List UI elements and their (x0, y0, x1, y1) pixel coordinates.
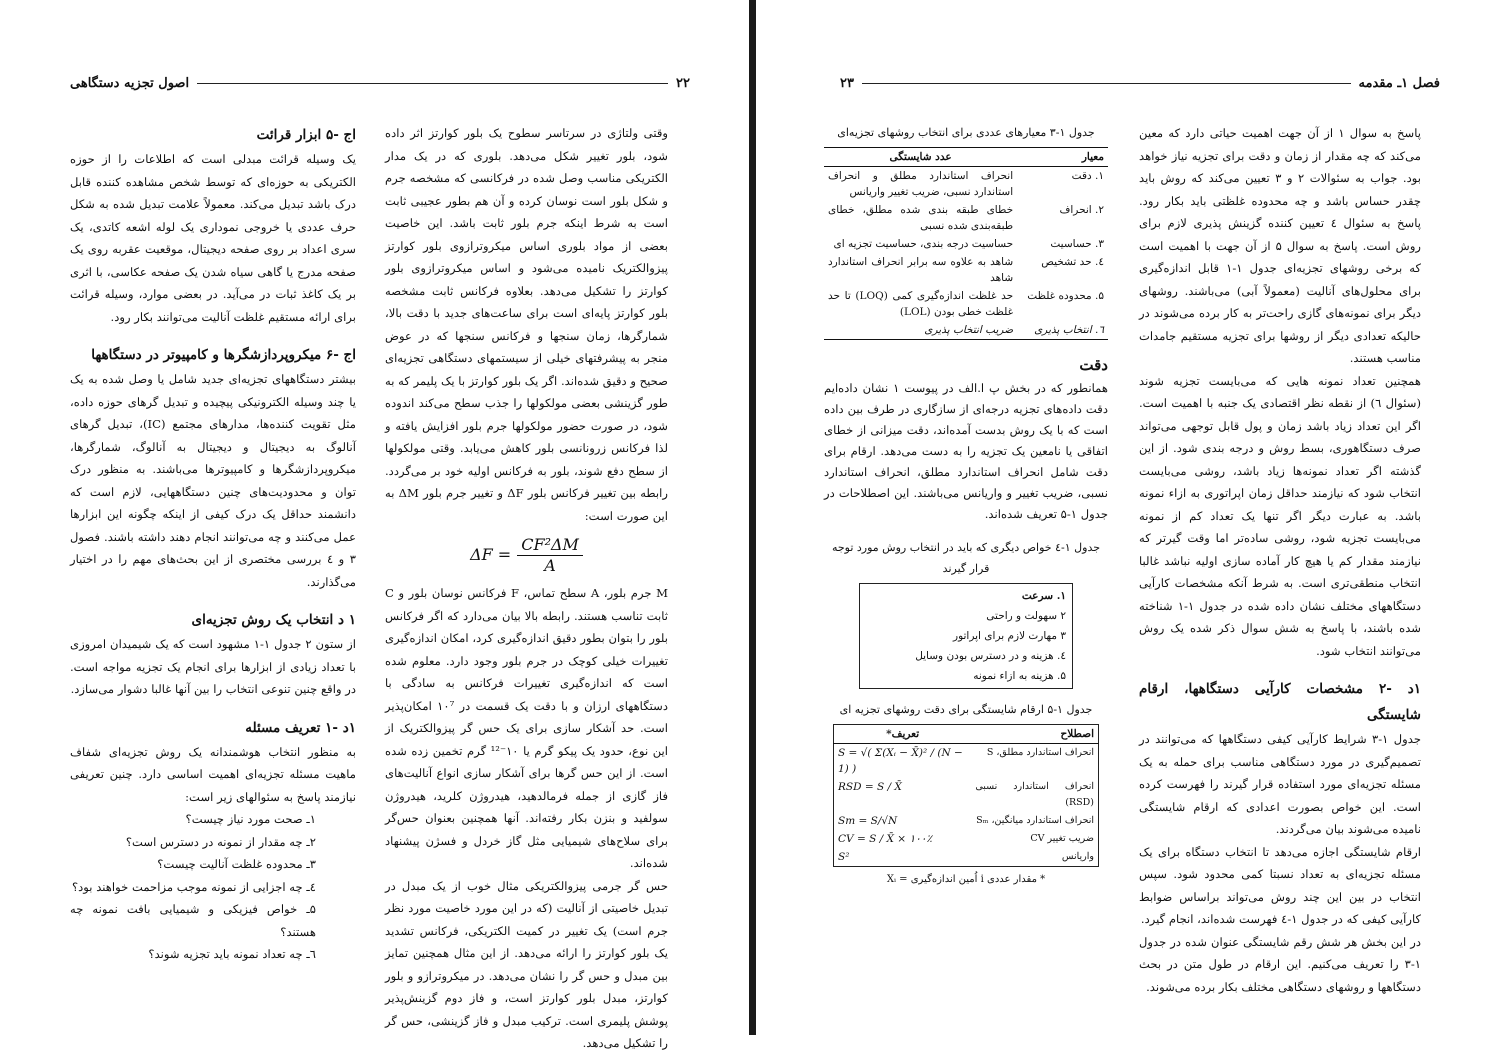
formula-cell: CV = S / X̄ × ۱۰۰٪ (838, 833, 933, 845)
paragraph: پاسخ به سوال ۱ از آن جهت اهمیت حیاتی دارد که معین می‌کند که چه مقدار از زمان و دقت برای تجزیه نیاز خواهد بود. جواب به سئوالات ۲ و ۳ تعیین می‌کند که روش باید چقدر حساس باشد و چه محدوده غلظتی باید بکار رود. پاسخ به سئوال ٤ تعیین کننده گزینش پذیری لازم برای روش است. پاسخ به سوال ۵ از آن جهت با اهمیت است که برخی روشهای تجزیه‌ای جدول ۱-۱ قابل اندازه‌گیری برای محلول‌های آنالیت (معمولاً آبی) می‌باشند. روشهای دیگر برای نمونه‌های گازی راحت‌تر به کار برده می‌شوند در حالیکه تعدادی دیگر از روشها برای تجزیه مستقیم جامدات مناسب هستند. (1139, 126, 1422, 365)
equation-denominator: A (544, 556, 556, 575)
running-title: اصول تجزیه دستگاهی (70, 75, 190, 91)
formula-cell: S² (838, 851, 850, 863)
section-heading: ۱ د انتخاب یک روش تجزیه‌ای (191, 612, 356, 628)
paragraph: به منظور انتخاب هوشمندانه یک روش تجزیه‌ای شفاف ماهیت مسئله تجزیه‌ای اهمیت اساسی دارد. چنین تعریفی نیازمند پاسخ به سئوالهای زیر است: (70, 744, 356, 804)
table-cell: ٦. انتخاب پذیری (1034, 324, 1104, 336)
list-item: ۱. سرعت (1021, 590, 1066, 602)
section-heading: دقت (1079, 356, 1108, 374)
formula-cell: Sm = S/√N (838, 815, 898, 827)
right-page (756, 0, 1502, 1035)
section-heading: ۱د -۱ تعریف مسئله (245, 719, 356, 736)
paragraph: بیشتر دستگاههای تجزیه‌ای جدید شامل یا وصل شده به یک یا چند وسیله الکترونیکی پیچیده و تبدیل گرهای حوزه داده، مثل تقویت کننده‌ها، مدارهای مجتمع (IC)، تبدیل گرهای آنالوگ به دیجیتال و دیجیتال به آنالوگ، شمارگرها، میکروپردازشگرها و کامپیوترها می‌باشند. به منظور درک توان و محدودیت‌های چنین دستگاههایی، لازم است که دانشمند حداقل یک درک کیفی از اینکه چگونه این ابزارها عمل می‌کنند و چه می‌توانند انجام دهند داشته باشند. فصول ۳ و ٤ بررسی مختصری از این بحث‌های مهم را در اختیار می‌گذارند. (70, 372, 356, 589)
right-page-right-column (1139, 122, 1421, 998)
frequency-mass-equation (385, 535, 668, 576)
paragraph: از ستون ۲ جدول ۱-۱ مشهود است که یک شیمیدان امروزی با تعداد زیادی از ابزارها برای انجام یک تجزیه مواجه است. در واقع چنین تنوعی انتخاب را بین آنها غالبا دشوار می‌سازد. (70, 637, 356, 696)
left-page-right-column (70, 122, 356, 966)
table-row (834, 848, 1099, 867)
right-page-header (840, 72, 1440, 94)
list-item: ٤. هزینه و در دسترس بودن وسایل (915, 650, 1066, 662)
list-item: ۵. هزینه به ازاء نمونه (973, 670, 1066, 682)
paragraph: وقتی ولتاژی در سرتاسر سطوح یک بلور کوارتز اثر داده شود، بلور تغییر شکل می‌دهد. بلوری که در یک مدار الکتریکی مناسب وصل شده در فرکانسی که مشخصه جرم و شکل بلور است نوسان کرده و آن هم بطور عجیبی ثابت است به شرط اینکه جرم بلور ثابت باشد. این خاصیت بعضی از مواد بلوری اساس میکروترازوی بلور کوارتز پیزوالکتریک نامیده می‌شود و اساس میکروترازوی بلور کوارتز را تشکیل می‌دهد. بعلاوه فرکانس ثابت مشخصه بلور کوارتز پایه‌ای است برای ساعت‌های جدید با دقت بالا، شمارگرها، زمان سنجها و فرکانس سنجها که در عوض منجر به پیشرفتهای خیلی از سیستمهای دستگاهی تجزیه‌ای صحیح و دقیق شده‌اند. اگر یک بلور کوارتز با یک پلیمر که به طور گزینشی بعضی مولکولها را جذب سطح می‌کند اندوده شود، در صورت حضور مولکولها جرم بلور افزایش یافته و لذا فرکانس زرونانسی بلور کاهش می‌یابد. وقتی مولکولها از سطح دفع شوند، بلور به فرکانس اولیه خود بر می‌گردد. رابطه بین تغییر فرکانس بلور ΔF و تغییر جرم بلور ΔM به این صورت است: (385, 126, 668, 523)
list-item: ۲ سهولت و راحتی (986, 610, 1066, 622)
table-cell: شاهد به علاوه سه برابر انحراف استاندارد شاهد (828, 256, 1014, 284)
list-item: ۳ مهارت لازم برای اپراتور (953, 630, 1066, 642)
equation-numerator: CF²ΔM (517, 535, 583, 556)
paragraph: یک وسیله قرائت مبدلی است که اطلاعات را از حوزه الکتریکی به حوزه‌ای که توسط شخص مشاهده کننده قابل درک باشد تبدیل می‌کند. معمولاً علامت تبدیل شده به شکل حرف عددی یا خروجی نموداری یک لوله اشعه کاتدی، یک سری اعداد بر روی صفحه دیجیتال، موقعیت عقربه روی یک صفحه مدرج یا گاهی سیاه شدن یک صفحه عکاسی، با اثری بر یک کاغذ ثبات در می‌آید. در بعضی موارد، وسیله قرائت برای ارائه مستقیم غلظت آنالیت می‌توانند بکار رود. (70, 152, 356, 324)
table-cell: ضریب انتخاب پذیری (924, 324, 1014, 336)
paragraph: حس گر جرمی پیزوالکتریکی مثال خوب از یک مبدل در تبدیل خاصیتی از آنالیت (که در این مورد خاصیت مورد نظر جرم است) یک تغییر در کمیت الکتریکی، فرکانس تشدید یک بلور کوارتز را ارائه می‌دهد. از این مثال همچنین تمایز بین مبدل و حس گر را نشان می‌دهد. در میکروترازو و بلور کوارتز، مبدل بلور کوارتز است، و فاز دوم گزینش‌پذیر پوشش پلیمری است. ترکیب مبدل و فاز گزینشی، حس گر را تشکیل می‌دهد. (385, 878, 668, 1050)
list-item: ٦ـ چه تعداد نمونه باید تجزیه شوند؟ (148, 947, 316, 961)
table-cell: انحراف استاندارد مطلق، S (986, 747, 1094, 758)
paragraph: در این بخش هر شش رقم شایستگی عنوان شده در جدول ۱-۳ را تعریف می‌کنیم. این ارقام در طول متن در بحث دستگاهها و روشهای دستگاهی مختلف بکار برده می‌شوند. (1139, 934, 1421, 994)
page-number: ۲۳ (840, 75, 854, 91)
precision-figures-table (833, 724, 1099, 867)
table-row (834, 744, 1099, 779)
table-cell: انحراف استاندارد مطلق و انحراف استاندارد نسبی، ضریب تغییر واریانس (828, 170, 1014, 198)
section-heading: اج -۶ میکروپردازشگرها و کامپیوتر در دستگاهها (91, 347, 356, 363)
table-cell: ۳. حساسیت (1050, 238, 1104, 250)
table-cell: انحراف استاندارد نسبی (RSD) (975, 781, 1094, 808)
table-footnote: * مقدار عددی i اُمین اندازه‌گیری = Xᵢ (886, 874, 1046, 885)
table-row (824, 235, 1108, 253)
table-cell: واریانس (1061, 851, 1094, 862)
formula-cell: RSD = S / X̄ (838, 781, 902, 793)
table-cell: ۱. دقت (1071, 170, 1104, 182)
table-cell: حد غلظت اندازه‌گیری کمی (LOQ) تا حد غلظت خطی بودن (LOL) (828, 290, 1014, 318)
table-row (824, 253, 1108, 287)
table-header: تعریف* (886, 728, 920, 740)
book-gutter (749, 0, 756, 1035)
left-page (0, 0, 749, 1050)
page-number: ۲۲ (676, 75, 690, 91)
table-cell: ۵. محدوده غلظت (1027, 290, 1104, 302)
table-caption: جدول ۱-۳ معیارهای عددی برای انتخاب روشهای تجزیه‌ای (837, 126, 1095, 139)
paragraph: ارقام شایستگی اجازه می‌دهد تا انتخاب دستگاه برای یک مسئله تجزیه‌ای به تعداد نسبتا کمی محدود شود. سپس انتخاب در بین این چند روش می‌تواند براساس ضوابط کارآیی کیفی که در جدول ۱-٤ فهرست شده‌اند، انجام گیرد. (1139, 844, 1421, 926)
equation-fraction (517, 535, 583, 576)
table-row (824, 167, 1108, 202)
header-rule (197, 83, 668, 84)
table-cell: ۲. انحراف (1059, 204, 1104, 216)
formula-cell: S = √( Σ(Xᵢ − X̄)² / (N − 1) ) (838, 747, 963, 775)
header-rule (862, 83, 1351, 84)
table-cell: انحراف استاندارد میانگین، Sₘ (976, 815, 1094, 826)
equation-lhs: ΔF = (470, 545, 512, 565)
table-cell: حساسیت درجه بندی، حساسیت تجزیه ای (833, 238, 1014, 250)
table-row (834, 778, 1099, 812)
left-page-left-column (385, 122, 668, 1055)
paragraph: جدول ۱-۳ شرایط کارآیی کیفی دستگاهها که می‌توانند در تصمیم‌گیری در مورد دستگاهی مناسب برای حمله به یک مسئله تجزیه‌ای مورد استفاده قرار گیرند را فهرست کرده است. این خواص بصورت اعدادی که ارقام شایستگی نامیده می‌شوند بیان می‌گردند. (1139, 732, 1421, 836)
table-header: معیار (1081, 151, 1104, 163)
table-cell: خطای طبقه بندی شده مطلق، خطای طبقه‌بندی شده نسبی (828, 204, 1014, 232)
running-title: فصل ۱ـ مقدمه (1358, 75, 1440, 91)
section-heading: ۱د -۲ مشخصات کارآیی دستگاهها، ارقام شایستگی (1139, 681, 1421, 723)
table-row (824, 287, 1108, 321)
table-header: اصطلاح (1060, 728, 1094, 740)
table-row (834, 812, 1099, 830)
table-cell: ٤. حد تشخیص (1041, 256, 1104, 268)
table-caption: جدول ۱-۵ ارقام شایستگی برای دقت روشهای تجزیه ای (839, 703, 1093, 716)
properties-box (859, 583, 1073, 689)
question-list (70, 808, 356, 966)
left-page-header (70, 72, 690, 94)
paragraph: همانطور که در بخش پ ا.الف در پیوست ۱ نشان داده‌ایم دقت داده‌های تجزیه درجه‌ای از سازگاری در طرف بین داده است که با یک روش بدست آمده‌اند، دقت میزانی از خطای اتفاقی یا نامعین یک تجزیه را به دست می‌دهد. ارقام برای دقت شامل انحراف استاندارد مطلق، انحراف استاندارد نسبی، ضریب تغییر و واریانس می‌باشند. این اصطلاحات در جدول ۱-۵ تعریف شده‌اند. (824, 381, 1108, 521)
list-item: ۳ـ محدوده غلظت آنالیت چیست؟ (157, 857, 316, 871)
table-caption: جدول ۱-٤ خواص دیگری که باید در انتخاب روش مورد توجه قرار گیرند (831, 541, 1101, 575)
table-row (824, 201, 1108, 235)
table-row (834, 830, 1099, 848)
list-item: ۲ـ چه مقدار از نمونه در دسترس است؟ (125, 834, 316, 849)
section-heading: اج -۵ ابزار قرائت (256, 127, 356, 143)
right-page-left-column (824, 122, 1108, 890)
criteria-table (824, 147, 1108, 340)
list-item: ۵ـ خواص فیزیکی و شیمیایی بافت نمونه چه هستند؟ (70, 902, 316, 939)
list-item: ٤ـ چه اجزایی از نمونه موجب مزاحمت خواهند بود؟ (71, 879, 316, 894)
paragraph: M جرم بلور، A سطح تماس، F فرکانس نوسان بلور و C ثابت تناسب هستند. رابطه بالا بیان می‌دارد که اگر فرکانس بلور را بتوان بطور دقیق اندازه‌گیری کرد، امکان اندازه‌گیری تغییرات خیلی کوچک در جرم بلور وجود دارد. معلوم شده است که اندازه‌گیری تغییرات فرکانس به سادگی با دستگاههای ارزان و با دقت یک قسمت در ۱۰⁷ امکان‌پذیر است. حد آشکار سازی برای یک حس گر پیزوالکتریک از این نوع، حدود یک پیکو گرم یا ۱۰⁻¹² گرم تخمین زده شده است. از این حس گرها برای آشکار سازی انواع آنالیت‌های فاز گازی از جمله فرمالدهید، هیدروژن کلرید، هیدروژن سولفید و بنزن بکار رفته‌اند. آنها همچنین بعنوان حس‌گر برای سلاح‌های شیمیایی مثل گاز خردل و فسژن پیشنهاد شده‌اند. (385, 586, 669, 870)
table-cell: ضریب تغییر CV (1030, 833, 1094, 844)
paragraph: همچنین تعداد نمونه هایی که می‌بایست تجزیه شوند (سئوال ٦) از نقطه نظر اقتصادی یک جنبه با اهمیت است. اگر این تعداد زیاد باشد زمان و پول قابل توجهی می‌تواند صرف دستگاهوری، بسط روش و درجه بندی شود. از این گذشته اگر تعداد نمونه‌ها زیاد باشد، روشی می‌بایست انتخاب شود که نیازمند حداقل زمان اپراتوری به ازاء نمونه باشد. به عبارت دیگر اگر تنها یک تعداد کم از نمونه می‌بایست تجزیه شود، روشی ساده‌تر اما وقت گیرتر که نیازمند مقدار کم یا هیچ کار آماده سازی اولیه نباشد غالبا انتخاب منطقی‌تری است. به شرط آنکه مشخصات کارآیی دستگاههای مختلف نشان داده شده در جدول ۱-۱ شناخته شده باشند، با پاسخ به شش سوال ذکر شده یک روش می‌توانند انتخاب شود. (1139, 373, 1422, 658)
table-row (824, 321, 1108, 340)
table-header: عدد شایستگی (889, 151, 952, 163)
list-item: ۱ـ صحت مورد نیاز چیست؟ (185, 812, 316, 826)
